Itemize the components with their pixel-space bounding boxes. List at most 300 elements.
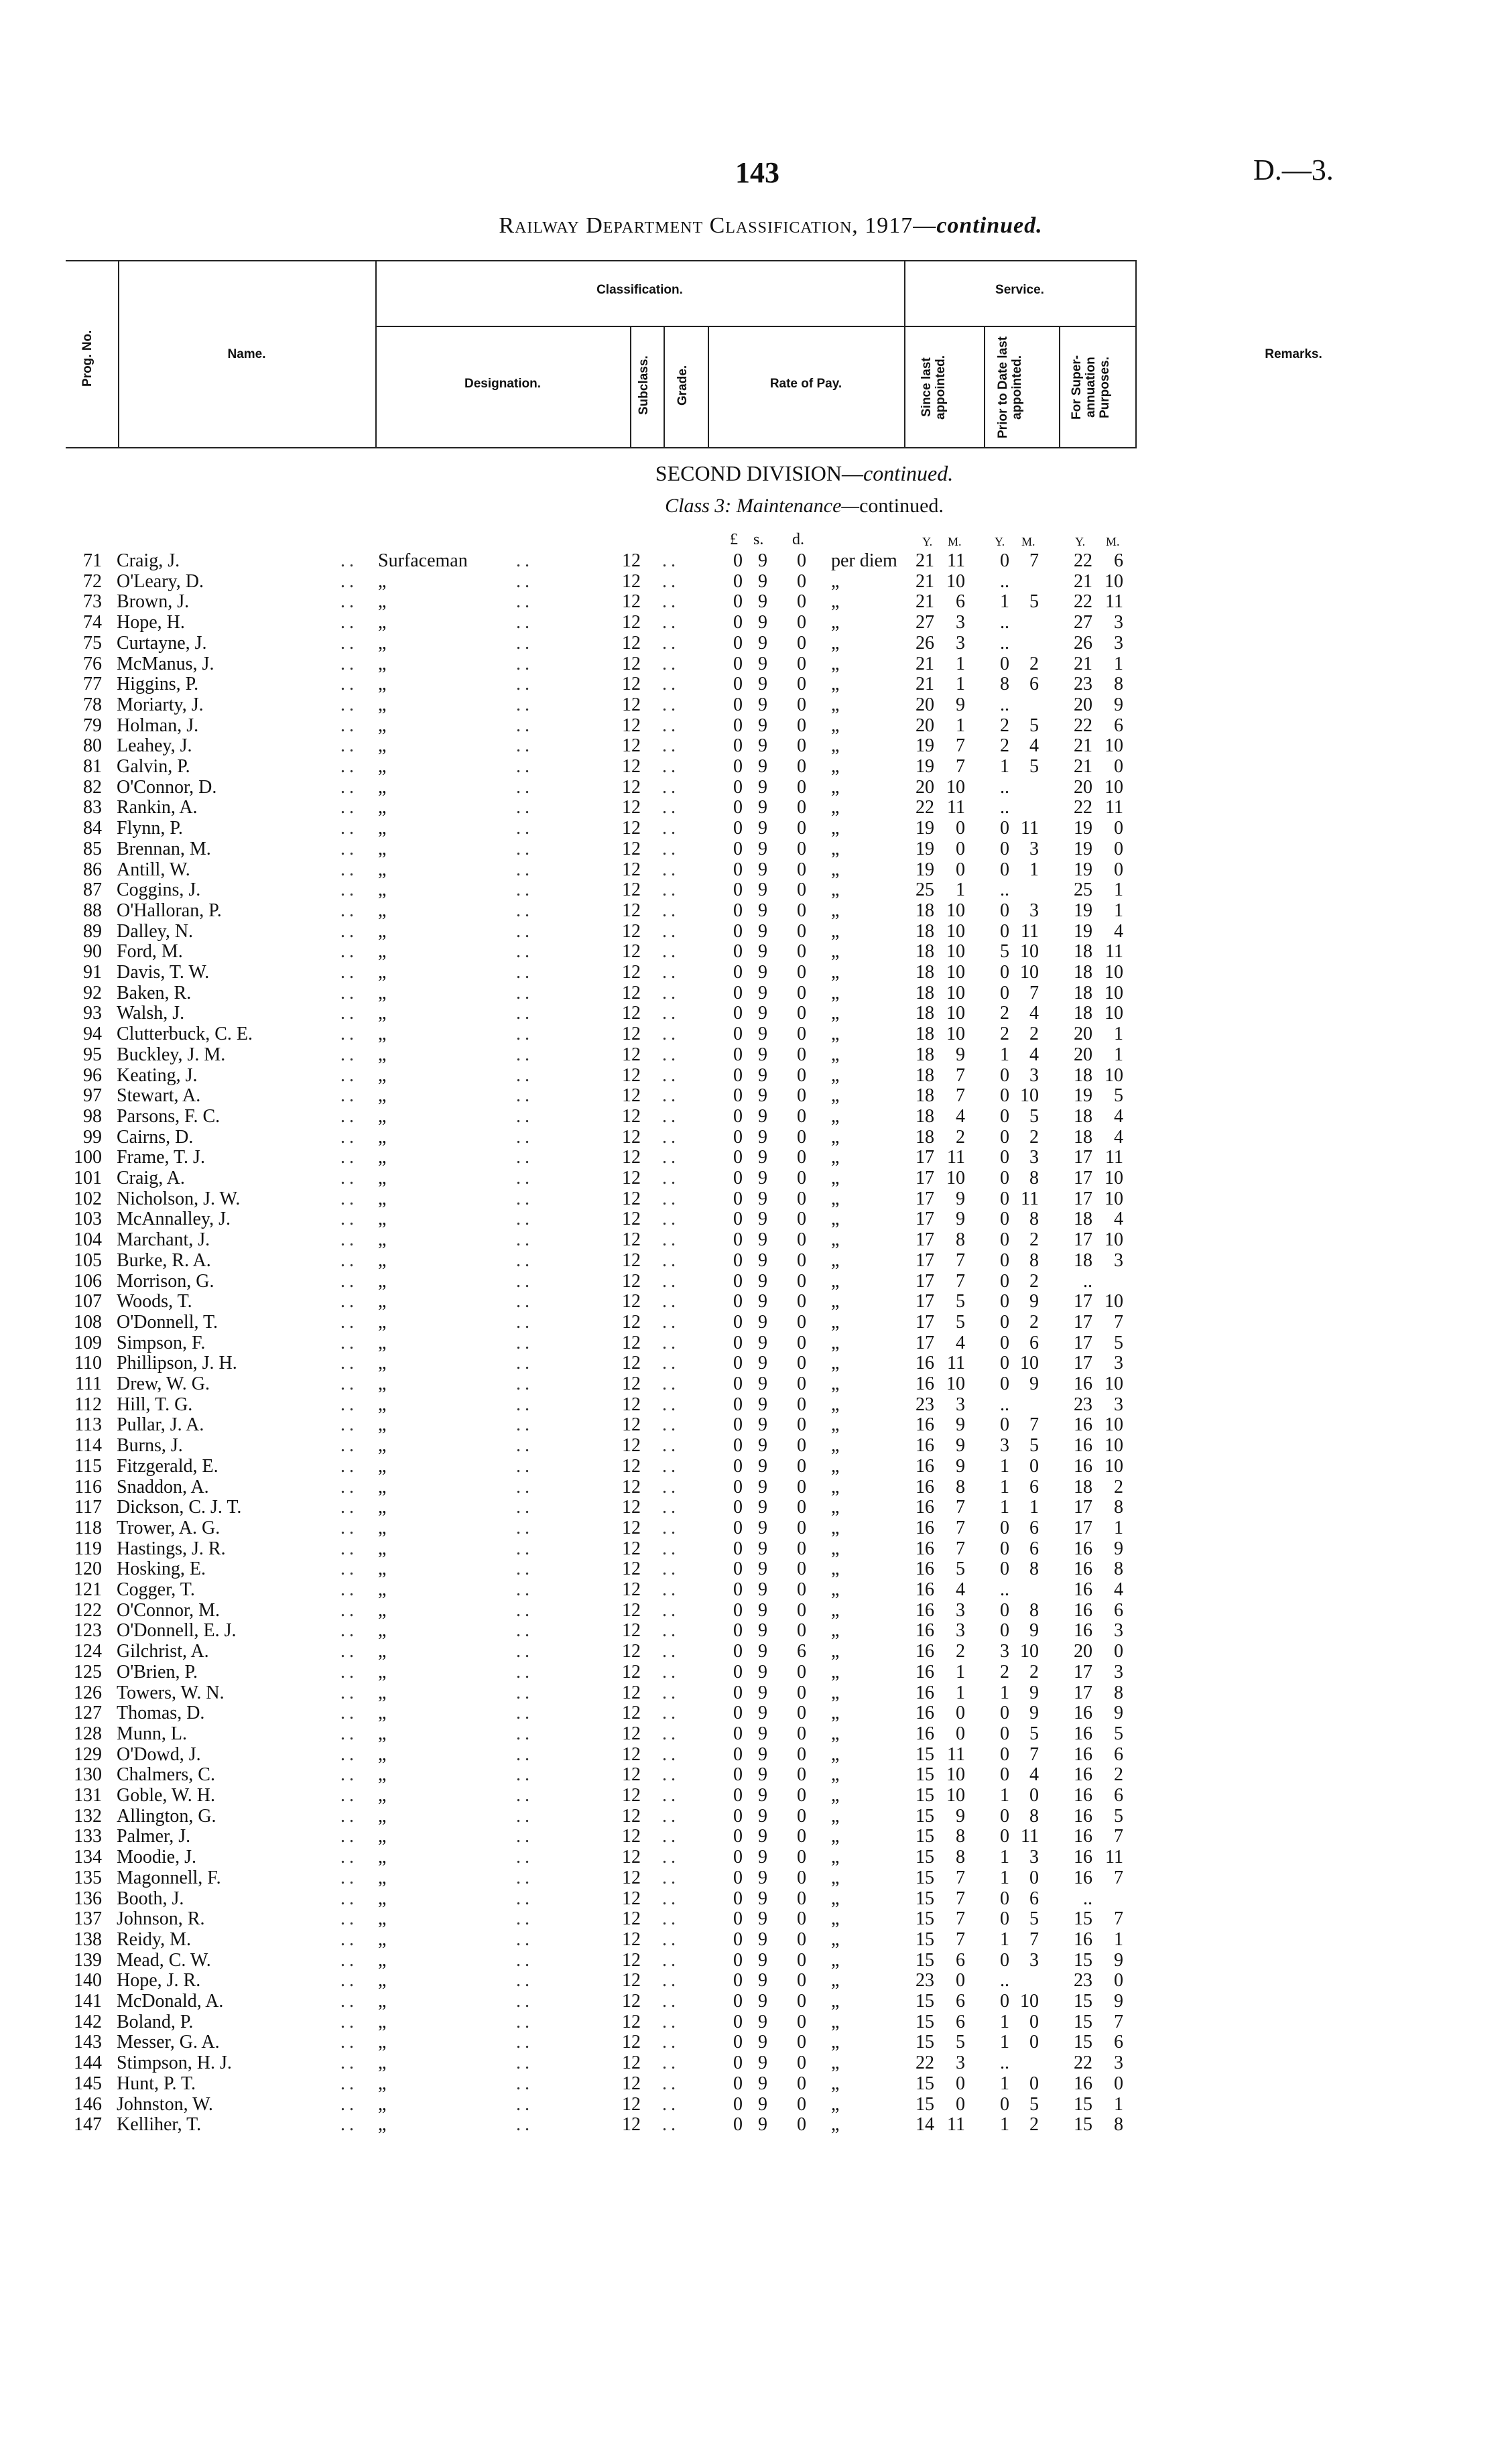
row-number: 103	[74, 1209, 102, 1230]
pay-shillings: 9	[758, 1888, 767, 1909]
super-years: 19	[1074, 818, 1092, 839]
table-row	[0, 798, 1512, 818]
designation: „	[378, 1209, 387, 1230]
super-years: 17	[1074, 1188, 1092, 1209]
subclass: 12	[622, 859, 641, 880]
employee-name: Thomas, D.	[117, 1703, 205, 1724]
since-months: 10	[946, 900, 965, 921]
row-number: 144	[74, 2052, 102, 2074]
designation: „	[378, 1785, 387, 1806]
table-row	[0, 1786, 1512, 1806]
leader-dots: ..	[340, 1332, 358, 1353]
pay-pounds: 0	[733, 1826, 743, 1847]
table-row	[0, 2012, 1512, 2033]
super-months: 3	[1114, 612, 1123, 633]
pay-shillings: 9	[758, 1168, 767, 1188]
subclass: 12	[622, 1373, 641, 1394]
header-remarks: Remarks.	[1265, 347, 1322, 361]
employee-name: Moodie, J.	[117, 1847, 196, 1868]
pay-pence: 0	[797, 1064, 806, 1086]
pay-pounds: 0	[733, 1785, 743, 1806]
super-months: 10	[1105, 982, 1123, 1003]
leader-dots: ..	[662, 570, 680, 592]
pay-qualifier: „	[831, 1147, 840, 1168]
row-number: 137	[74, 1908, 102, 1930]
leader-dots: ..	[340, 1435, 358, 1457]
row-number: 131	[74, 1785, 102, 1806]
subclass: 12	[622, 2073, 641, 2094]
pay-qualifier: „	[831, 1394, 840, 1415]
pay-pounds: 0	[733, 1641, 743, 1662]
pay-shillings: 9	[758, 1558, 767, 1580]
subclass: 12	[622, 1538, 641, 1559]
since-months: 0	[956, 1970, 965, 1991]
super-months: 3	[1114, 1249, 1123, 1271]
super-years: 15	[1074, 1949, 1092, 1971]
leader-dots: ..	[662, 1805, 680, 1827]
prior-years: 0	[1000, 1147, 1009, 1168]
prior-months: 2	[1029, 1311, 1039, 1333]
prior-years: 0	[1000, 1826, 1009, 1847]
subclass: 12	[622, 632, 641, 654]
pay-pence: 0	[797, 1249, 806, 1271]
table-row	[0, 1724, 1512, 1745]
row-number: 120	[74, 1558, 102, 1580]
subclass: 12	[622, 1476, 641, 1497]
pay-pence: 0	[797, 1764, 806, 1786]
pay-shillings: 9	[758, 1928, 767, 1950]
row-number: 134	[74, 1847, 102, 1868]
leader-dots: ..	[662, 920, 680, 942]
prior-years: 1	[1000, 2032, 1009, 2053]
table-row	[0, 1292, 1512, 1312]
employee-name: Davis, T. W.	[117, 962, 210, 983]
row-number: 106	[74, 1270, 102, 1292]
super-years: 17	[1074, 1332, 1092, 1353]
super-months: 10	[1105, 1435, 1123, 1457]
prior-years: 0	[1000, 1949, 1009, 1971]
subclass: 12	[622, 694, 641, 715]
table-row	[0, 1889, 1512, 1910]
subclass: 12	[622, 674, 641, 695]
leader-dots: ..	[662, 1867, 680, 1888]
pay-pence: 0	[797, 1558, 806, 1580]
prior-months: 1	[1029, 859, 1039, 880]
since-years: 19	[916, 818, 934, 839]
since-years: 16	[916, 1661, 934, 1682]
subclass: 12	[622, 1126, 641, 1148]
leader-dots: ..	[340, 1558, 358, 1580]
super-years: 16	[1074, 1579, 1092, 1600]
since-years: 20	[916, 776, 934, 798]
designation: „	[378, 1332, 387, 1353]
pay-qualifier: „	[831, 1785, 840, 1806]
super-months: 6	[1114, 1743, 1123, 1765]
pay-pence: 0	[797, 1497, 806, 1518]
class-number: Class 3:	[665, 495, 732, 517]
subclass: 12	[622, 1599, 641, 1621]
subclass: 12	[622, 1311, 641, 1333]
designation: „	[378, 1435, 387, 1457]
pay-pounds: 0	[733, 1497, 743, 1518]
pay-qualifier: „	[831, 1949, 840, 1971]
pay-pounds: 0	[733, 1455, 743, 1477]
prior-months: 6	[1029, 1517, 1039, 1538]
leader-dots: ..	[662, 1373, 680, 1394]
super-months: 2	[1114, 1764, 1123, 1786]
pay-pence: 0	[797, 859, 806, 880]
table-row	[0, 1642, 1512, 1662]
prior-years: 0	[1000, 1373, 1009, 1394]
pay-qualifier: „	[831, 920, 840, 942]
subclass: 12	[622, 1024, 641, 1045]
leader-dots: ..	[340, 756, 358, 777]
row-number: 130	[74, 1764, 102, 1786]
since-months: 7	[956, 1867, 965, 1888]
leader-dots: ..	[662, 1847, 680, 1868]
prior-months: 6	[1029, 1476, 1039, 1497]
leader-dots: ..	[516, 1579, 533, 1600]
row-number: 83	[83, 797, 102, 818]
super-years: 18	[1074, 1126, 1092, 1148]
page-number: 143	[735, 156, 779, 189]
leader-dots: ..	[340, 1394, 358, 1415]
designation: „	[378, 2032, 387, 2053]
since-years: 16	[916, 1476, 934, 1497]
prior-months: 6	[1029, 674, 1039, 695]
row-number: 100	[74, 1147, 102, 1168]
super-months: 6	[1114, 1599, 1123, 1621]
pay-qualifier: „	[831, 818, 840, 839]
leader-dots: ..	[516, 1168, 533, 1188]
since-months: 10	[946, 1024, 965, 1045]
pay-pence: 0	[797, 1085, 806, 1107]
since-months: 10	[946, 1785, 965, 1806]
prior-years: 0	[1000, 1908, 1009, 1930]
subclass: 12	[622, 1147, 641, 1168]
since-years: 20	[916, 694, 934, 715]
subclass: 12	[622, 1579, 641, 1600]
pay-shillings: 9	[758, 1538, 767, 1559]
designation: „	[378, 653, 387, 674]
since-months: 9	[956, 1805, 965, 1827]
super-years: 16	[1074, 1764, 1092, 1786]
leader-dots: ..	[340, 674, 358, 695]
prior-months: 5	[1029, 2093, 1039, 2115]
leader-dots: ..	[516, 1085, 533, 1107]
leader-dots: ..	[516, 1332, 533, 1353]
super-months: 4	[1114, 1579, 1123, 1600]
pay-pence: 0	[797, 612, 806, 633]
pay-shillings: 9	[758, 859, 767, 880]
leader-dots: ..	[340, 1373, 358, 1394]
super-months: 1	[1114, 653, 1123, 674]
super-years: 16	[1074, 1743, 1092, 1765]
pay-shillings: 9	[758, 1908, 767, 1930]
leader-dots: ..	[340, 1826, 358, 1847]
row-number: 122	[74, 1599, 102, 1621]
row-number: 113	[74, 1414, 102, 1436]
header-superannuation: For Super-annuation Purposes.	[1070, 355, 1112, 420]
pay-pounds: 0	[733, 1703, 743, 1724]
super-years: 19	[1074, 1085, 1092, 1107]
pay-pence: 0	[797, 1353, 806, 1374]
prior-years: 0	[1000, 838, 1009, 859]
leader-dots: ..	[662, 1270, 680, 1292]
since-years: 15	[916, 1908, 934, 1930]
row-number: 96	[83, 1064, 102, 1086]
since-years: 16	[916, 1538, 934, 1559]
designation: „	[378, 1147, 387, 1168]
pay-pence: 0	[797, 1332, 806, 1353]
table-row	[0, 551, 1512, 572]
pay-pounds: 0	[733, 612, 743, 633]
since-months: 3	[956, 2052, 965, 2074]
leader-dots: ..	[340, 900, 358, 921]
prior-years: 0	[1000, 1229, 1009, 1251]
row-number: 102	[74, 1188, 102, 1209]
designation: „	[378, 1373, 387, 1394]
leader-dots: ..	[516, 920, 533, 942]
prior-years: ..	[1000, 570, 1009, 592]
pay-shillings: 9	[758, 591, 767, 613]
super-years: 26	[1074, 632, 1092, 654]
subclass: 12	[622, 1003, 641, 1024]
leader-dots: ..	[516, 1024, 533, 1045]
super-years: 21	[1074, 735, 1092, 757]
leader-dots: ..	[662, 632, 680, 654]
leader-dots: ..	[662, 2011, 680, 2032]
prior-months: 9	[1029, 1373, 1039, 1394]
since-months: 7	[956, 735, 965, 757]
super-months: 9	[1114, 1538, 1123, 1559]
pay-shillings: 9	[758, 1743, 767, 1765]
since-months: 9	[956, 694, 965, 715]
leader-dots: ..	[662, 1003, 680, 1024]
since-months: 0	[956, 1703, 965, 1724]
employee-name: Craig, J.	[117, 550, 180, 571]
employee-name: Hill, T. G.	[117, 1394, 193, 1415]
since-years: 14	[916, 2114, 934, 2136]
leader-dots: ..	[340, 2114, 358, 2136]
table-row	[0, 1909, 1512, 1930]
since-years: 19	[916, 735, 934, 757]
pay-pounds: 0	[733, 2052, 743, 2074]
unit-years-super: Y.	[1075, 535, 1086, 548]
row-number: 85	[83, 838, 102, 859]
prior-years: 0	[1000, 550, 1009, 571]
employee-name: Flynn, P.	[117, 818, 183, 839]
pay-shillings: 9	[758, 2114, 767, 2136]
table-row	[0, 1333, 1512, 1354]
super-years: 15	[1074, 1908, 1092, 1930]
super-months: 6	[1114, 550, 1123, 571]
pay-pence: 0	[797, 1599, 806, 1621]
since-years: 19	[916, 859, 934, 880]
row-number: 119	[74, 1538, 102, 1559]
pay-pounds: 0	[733, 920, 743, 942]
since-months: 2	[956, 1126, 965, 1148]
pay-pounds: 0	[733, 879, 743, 901]
pay-shillings: 9	[758, 1991, 767, 2012]
leader-dots: ..	[516, 1311, 533, 1333]
leader-dots: ..	[516, 797, 533, 818]
designation: „	[378, 1270, 387, 1292]
prior-years: 0	[1000, 1249, 1009, 1271]
row-number: 77	[83, 674, 102, 695]
super-months: 7	[1114, 1311, 1123, 1333]
pay-pounds: 0	[733, 2093, 743, 2115]
table-row	[0, 818, 1512, 839]
super-years: 15	[1074, 1991, 1092, 2012]
pay-pence: 0	[797, 900, 806, 921]
pay-pounds: 0	[733, 1044, 743, 1065]
header-rate-of-pay: Rate of Pay.	[769, 377, 842, 391]
super-years: 22	[1074, 550, 1092, 571]
row-number: 129	[74, 1743, 102, 1765]
since-months: 11	[947, 797, 965, 818]
leader-dots: ..	[662, 1928, 680, 1950]
designation: „	[378, 1558, 387, 1580]
employee-name: Palmer, J.	[117, 1826, 191, 1847]
leader-dots: ..	[340, 838, 358, 859]
employee-name: Johnson, R.	[117, 1908, 205, 1930]
leader-dots: ..	[662, 776, 680, 798]
since-months: 11	[947, 1353, 965, 1374]
since-years: 27	[916, 612, 934, 633]
super-years: 23	[1074, 1394, 1092, 1415]
super-years: 16	[1074, 1867, 1092, 1888]
pay-qualifier: „	[831, 1558, 840, 1580]
designation: „	[378, 776, 387, 798]
prior-months: 3	[1029, 1847, 1039, 1868]
pay-pounds: 0	[733, 1476, 743, 1497]
leader-dots: ..	[662, 1538, 680, 1559]
pay-shillings: 9	[758, 632, 767, 654]
pay-shillings: 9	[758, 838, 767, 859]
since-months: 7	[956, 1517, 965, 1538]
leader-dots: ..	[662, 735, 680, 757]
super-years: 20	[1074, 776, 1092, 798]
pay-pence: 0	[797, 982, 806, 1003]
since-years: 16	[916, 1682, 934, 1703]
subclass: 12	[622, 1064, 641, 1086]
subclass: 12	[622, 1085, 641, 1107]
since-months: 7	[956, 1538, 965, 1559]
designation: „	[378, 694, 387, 715]
pay-qualifier: „	[831, 1085, 840, 1107]
subclass: 12	[622, 1394, 641, 1415]
prior-years: 0	[1000, 1188, 1009, 1209]
row-number: 107	[74, 1291, 102, 1312]
super-years: 16	[1074, 1538, 1092, 1559]
prior-years: 0	[1000, 1353, 1009, 1374]
super-years: 20	[1074, 1044, 1092, 1065]
pay-shillings: 9	[758, 1620, 767, 1642]
pay-shillings: 9	[758, 1249, 767, 1271]
row-number: 146	[74, 2093, 102, 2115]
leader-dots: ..	[340, 1970, 358, 1991]
super-months: 0	[1114, 1641, 1123, 1662]
subclass: 12	[622, 962, 641, 983]
designation: „	[378, 1455, 387, 1477]
pay-shillings: 9	[758, 1723, 767, 1744]
prior-years: ..	[1000, 1970, 1009, 1991]
pay-pounds: 0	[733, 818, 743, 839]
since-months: 4	[956, 1105, 965, 1127]
unit-months-since: M.	[948, 535, 962, 548]
super-years: 15	[1074, 2032, 1092, 2053]
super-months: 10	[1105, 1003, 1123, 1024]
pay-qualifier: „	[831, 735, 840, 757]
employee-name: Frame, T. J.	[117, 1147, 205, 1168]
subclass: 12	[622, 982, 641, 1003]
pay-qualifier: „	[831, 1003, 840, 1024]
since-years: 18	[916, 962, 934, 983]
pay-pence: 0	[797, 1723, 806, 1744]
since-years: 17	[916, 1311, 934, 1333]
employee-name: Hunt, P. T.	[117, 2073, 196, 2094]
row-number: 116	[74, 1476, 102, 1497]
designation: „	[378, 1414, 387, 1436]
designation: „	[378, 2073, 387, 2094]
pay-pounds: 0	[733, 1414, 743, 1436]
table-row	[0, 1045, 1512, 1066]
pay-shillings: 9	[758, 982, 767, 1003]
leader-dots: ..	[340, 1414, 358, 1436]
leader-dots: ..	[662, 838, 680, 859]
designation: „	[378, 591, 387, 613]
super-months: 6	[1114, 2032, 1123, 2053]
super-months: 8	[1114, 674, 1123, 695]
since-years: 15	[916, 1928, 934, 1950]
pay-pounds: 0	[733, 1085, 743, 1107]
subclass: 12	[622, 2032, 641, 2053]
leader-dots: ..	[662, 1126, 680, 1148]
table-row	[0, 1621, 1512, 1642]
since-years: 15	[916, 1888, 934, 1909]
employee-name: Munn, L.	[117, 1723, 187, 1744]
super-months: 0	[1114, 859, 1123, 880]
leader-dots: ..	[516, 962, 533, 983]
employee-name: Snaddon, A.	[117, 1476, 209, 1497]
since-years: 15	[916, 1949, 934, 1971]
since-years: 15	[916, 1867, 934, 1888]
section-main: SECOND DIVISION—	[655, 461, 864, 485]
leader-dots: ..	[516, 1723, 533, 1744]
since-months: 6	[956, 1991, 965, 2012]
leader-dots: ..	[662, 2093, 680, 2115]
prior-months: 6	[1029, 1332, 1039, 1353]
prior-years: 0	[1000, 920, 1009, 942]
leader-dots: ..	[516, 1888, 533, 1909]
pay-shillings: 9	[758, 674, 767, 695]
table-row	[0, 2115, 1512, 2136]
prior-years: 1	[1000, 591, 1009, 613]
pay-pence: 0	[797, 941, 806, 963]
since-years: 15	[916, 1847, 934, 1868]
subclass: 12	[622, 1249, 641, 1271]
leader-dots: ..	[516, 1970, 533, 1991]
since-years: 18	[916, 982, 934, 1003]
pay-qualifier: „	[831, 1970, 840, 1991]
unit-months-super: M.	[1106, 535, 1120, 548]
pay-pence: 0	[797, 1538, 806, 1559]
pay-pounds: 0	[733, 1332, 743, 1353]
pay-qualifier: „	[831, 1311, 840, 1333]
prior-years: 1	[1000, 2073, 1009, 2094]
designation: „	[378, 1024, 387, 1045]
